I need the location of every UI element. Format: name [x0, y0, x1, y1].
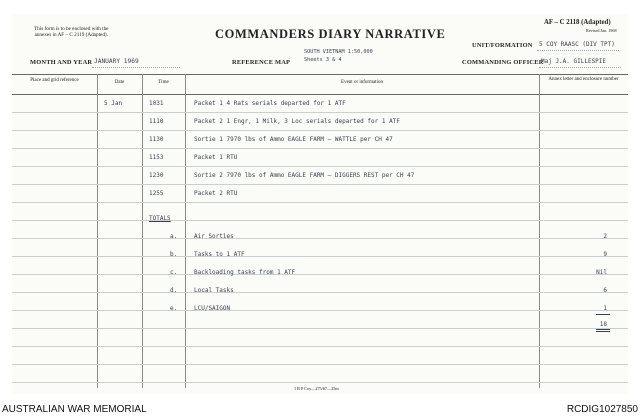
- row-time: 1031: [149, 100, 164, 107]
- col-divider-time: [142, 74, 143, 388]
- month-dotted-line: [92, 67, 180, 68]
- total-item-value: 1: [603, 305, 607, 312]
- total-underline-1: [596, 329, 610, 330]
- row-event: Packet 2 RTU: [194, 190, 238, 197]
- row-time: 1255: [149, 190, 164, 197]
- ruled-line: [12, 130, 628, 131]
- printer-line: 1 R P Coy—275/67—25m: [294, 386, 339, 391]
- revised-date: Revised Jan. 1968: [586, 28, 617, 33]
- diary-sheet: [12, 14, 628, 394]
- reference-map-label: REFERENCE MAP: [232, 59, 291, 66]
- commanding-officer-label: COMMANDING OFFICER: [462, 59, 544, 66]
- month-value: JANUARY 1969: [94, 58, 139, 65]
- total-item-letter: d.: [170, 287, 178, 294]
- enclosure-note-line-2: annexes in AF – C 2119 (Adapted).: [34, 32, 108, 38]
- total-item-letter: c.: [170, 269, 178, 276]
- unit-label: UNIT/FORMATION: [472, 42, 533, 49]
- total-underline-2: [596, 331, 610, 332]
- unit-dotted-line: [537, 50, 619, 51]
- col-header-time: Time: [158, 80, 169, 85]
- ruled-line: [12, 346, 628, 347]
- ruled-line: [12, 292, 628, 293]
- ruled-line: [12, 382, 628, 383]
- total-item-letter: a.: [170, 233, 178, 240]
- table-header-border: [12, 94, 628, 95]
- month-label: MONTH AND YEAR: [30, 59, 93, 66]
- ruled-line: [12, 148, 628, 149]
- ruled-line: [12, 220, 628, 221]
- ruled-line: [12, 310, 628, 311]
- grand-total-value: 18: [599, 321, 607, 328]
- row-time: 1110: [149, 118, 164, 125]
- col-divider-event: [185, 74, 186, 388]
- total-item-letter: e.: [170, 305, 178, 312]
- totals-heading: TOTALS: [149, 215, 171, 222]
- col-divider-annex: [539, 74, 540, 388]
- enclosure-note: [34, 26, 108, 38]
- table-top-border: [12, 74, 628, 75]
- archive-footer-left: AUSTRALIAN WAR MEMORIAL: [2, 404, 147, 415]
- col-divider-date: [97, 74, 98, 388]
- col-header-place: Place and grid reference: [30, 78, 79, 83]
- sum-underline: [596, 314, 610, 315]
- row-event: Sortie 2 7970 lbs of Ammo EAGLE FARM – DIGGERS REST per CH 47: [194, 172, 415, 179]
- ruled-line: [12, 274, 628, 275]
- ruled-line: [12, 256, 628, 257]
- total-item-label: Tasks to 1 ATF: [194, 251, 245, 258]
- unit-value: 5 COY RAASC (DIV TPT): [539, 41, 615, 48]
- reference-map-line-2: Sheets 3 & 4: [304, 57, 342, 63]
- total-item-label: Backloading tasks from 1 ATF: [194, 269, 296, 276]
- total-item-label: Air Sorties: [194, 233, 234, 240]
- ruled-line: [12, 112, 628, 113]
- form-number: AF – C 2118 (Adapted): [544, 19, 611, 26]
- col-header-date: Date: [114, 80, 125, 85]
- commanding-officer-value: Maj J.A. GILLESPIE: [541, 58, 607, 65]
- total-item-label: LCU/SAIGON: [194, 305, 231, 312]
- total-item-label: Local Tasks: [194, 287, 234, 294]
- total-item-value: 6: [603, 287, 607, 294]
- reference-map-line-1: SOUTH VIETNAM 1:50,000: [304, 49, 373, 55]
- total-item-value: 2: [603, 233, 607, 240]
- enclosure-note-line-1: This form is to be enclosed with the: [34, 26, 109, 32]
- ruled-line: [12, 202, 628, 203]
- ruled-line: [12, 328, 628, 329]
- row-time: 1130: [149, 136, 164, 143]
- total-item-value: Nil: [596, 269, 607, 276]
- row-event: Packet 1 RTU: [194, 154, 238, 161]
- row-time: 1153: [149, 154, 164, 161]
- ruled-line: [12, 184, 628, 185]
- archive-footer-right: RCDIG1027850: [566, 404, 638, 415]
- page-title: COMMANDERS DIARY NARRATIVE: [215, 27, 446, 41]
- row-event: Sortie 1 7970 lbs of Ammo EAGLE FARM – WATTLE per CH 47: [194, 136, 393, 143]
- ruled-line: [12, 166, 628, 167]
- col-header-annex: Annex letter and enclosure number: [548, 77, 619, 82]
- total-item-letter: b.: [170, 251, 178, 258]
- row-event: Packet 2 1 Engr, 1 Milk, 3 Loc serials departed for 1 ATF: [194, 118, 400, 125]
- row-date: 5 Jan: [104, 100, 123, 107]
- co-dotted-line: [539, 67, 621, 68]
- row-time: 1230: [149, 172, 164, 179]
- ruled-line: [12, 238, 628, 239]
- total-item-value: 9: [603, 251, 607, 258]
- col-header-event: Event or information: [341, 80, 383, 85]
- row-event: Packet 1 4 Rats serials departed for 1 ATF: [194, 100, 346, 107]
- ruled-line: [12, 364, 628, 365]
